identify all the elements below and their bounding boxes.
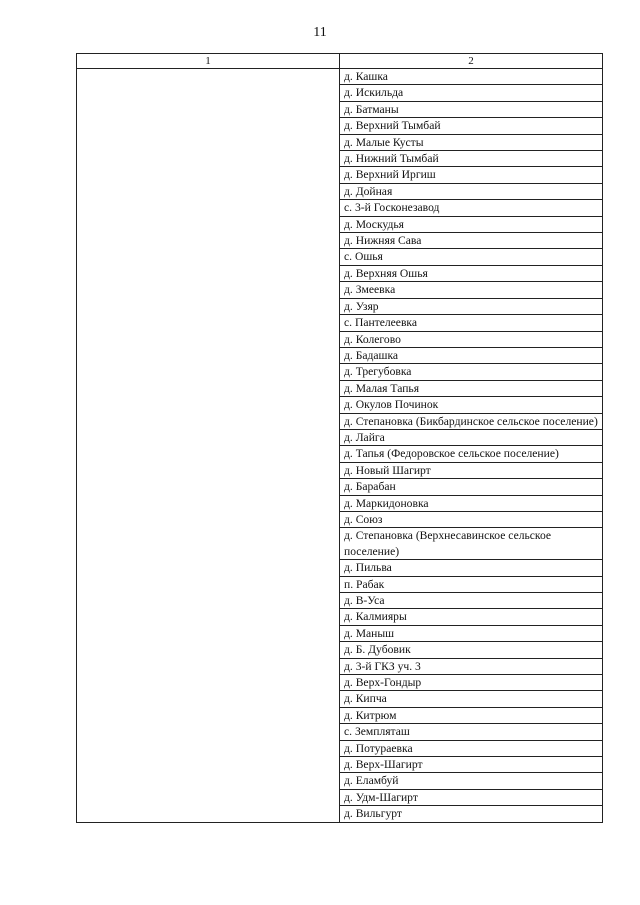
column-1-merged-cell [77,69,340,823]
settlement-cell: д. Бадашка [340,347,603,363]
settlement-cell: д. Тапья (Федоровское сельское поселение) [340,446,603,462]
settlement-cell: д. Удм-Шагирт [340,789,603,805]
settlement-cell: д. Вильгурт [340,806,603,822]
settlement-cell: д. Батманы [340,101,603,117]
settlement-cell: д. Кипча [340,691,603,707]
settlement-cell: д. Москудья [340,216,603,232]
settlement-cell: д. Новый Шагирт [340,462,603,478]
settlements-table [76,53,603,823]
settlement-cell: д. Калмияры [340,609,603,625]
settlement-cell: д. Степановка (Бикбардинское сельское поселение) [340,413,603,429]
settlement-cell: д. Верх-Шагирт [340,757,603,773]
settlement-cell: д. Потураевка [340,740,603,756]
settlement-cell: д. Китрюм [340,707,603,723]
settlement-cell: д. Дойная [340,183,603,199]
settlement-cell: д. Колегово [340,331,603,347]
settlement-cell: д. 3-й ГКЗ уч. 3 [340,658,603,674]
settlement-cell: д. Нижняя Сава [340,233,603,249]
table-header-row [77,54,603,69]
settlement-cell: д. Верх-Гондыр [340,675,603,691]
settlement-cell: п. Рабак [340,576,603,592]
settlement-cell: д. Трегубовка [340,364,603,380]
table-row [77,69,603,85]
settlement-cell: д. Узяр [340,298,603,314]
settlement-cell: д. Малая Тапья [340,380,603,396]
settlement-cell: д. Искильда [340,85,603,101]
settlement-cell: с. 3-й Госконезавод [340,200,603,216]
settlement-cell: д. Маныш [340,625,603,641]
settlement-cell: д. Союз [340,511,603,527]
settlement-cell: д. Малые Кусты [340,134,603,150]
settlement-cell: д. Маркидоновка [340,495,603,511]
settlement-cell: д. Змеевка [340,282,603,298]
settlement-cell: с. Земпляташ [340,724,603,740]
table-body [77,69,603,823]
settlement-cell: д. Верхняя Ошья [340,265,603,281]
settlement-cell: д. Окулов Починок [340,397,603,413]
settlement-cell: д. Пильва [340,560,603,576]
settlement-cell: д. Барабан [340,479,603,495]
settlement-cell: с. Ошья [340,249,603,265]
settlement-cell: д. Верхний Тымбай [340,118,603,134]
settlement-cell: д. Б. Дубовик [340,642,603,658]
column-header-1: 1 [77,54,340,69]
settlement-cell: д. В-Уса [340,593,603,609]
settlement-cell: д. Еламбуй [340,773,603,789]
settlement-cell: д. Нижний Тымбай [340,151,603,167]
settlement-cell: д. Кашка [340,69,603,85]
settlement-cell: д. Верхний Иргиш [340,167,603,183]
page-number: 11 [313,25,327,40]
settlement-cell: д. Степановка (Верхнесавинское сельское поселение) [340,528,603,560]
settlement-cell: с. Пантелеевка [340,315,603,331]
column-header-2: 2 [340,54,603,69]
settlement-cell: д. Лайга [340,429,603,445]
